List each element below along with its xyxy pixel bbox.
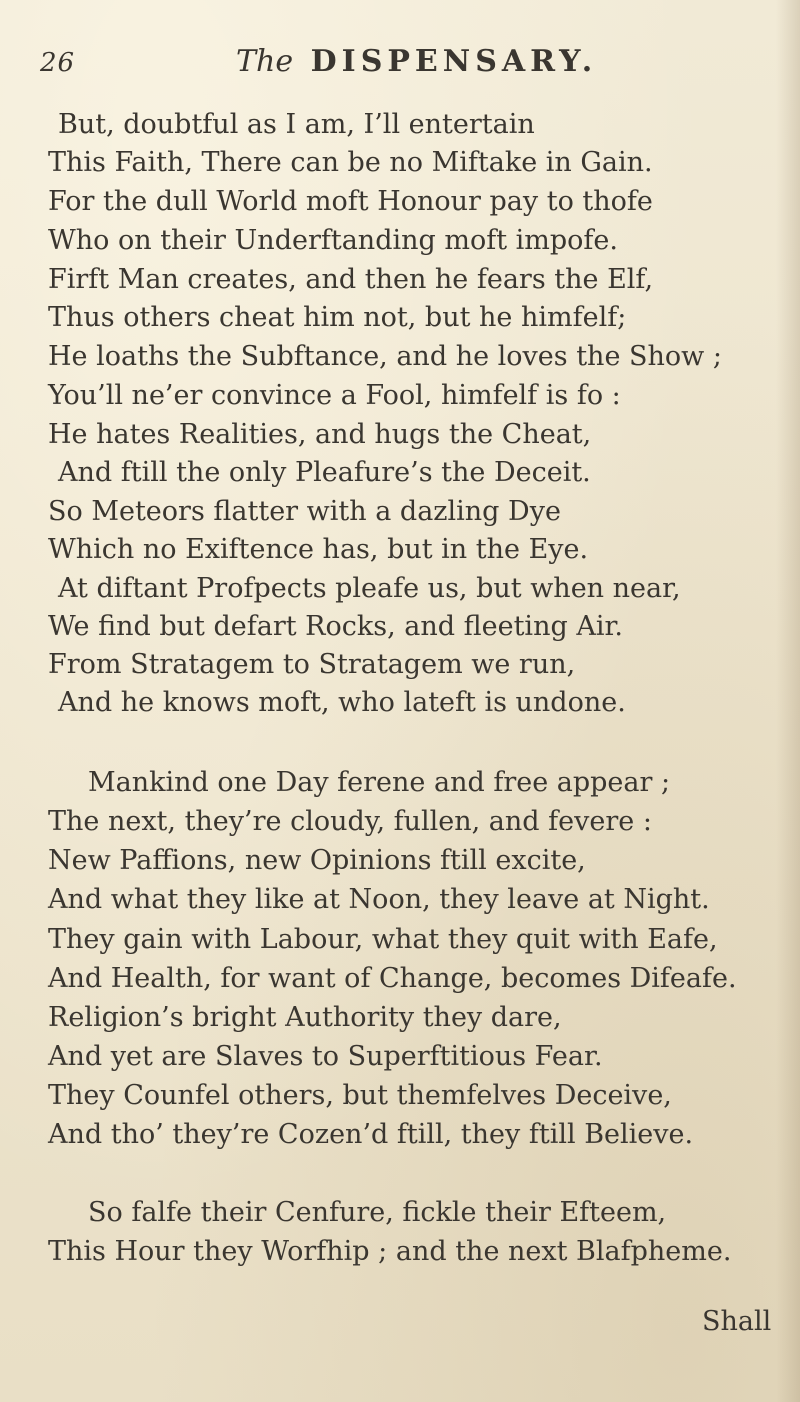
verse-line: For the dull World moft Honour pay to thofe: [48, 186, 653, 217]
catchword: Shall: [702, 1306, 772, 1337]
page-edge-shadow: [776, 0, 800, 1402]
verse-line: And what they like at Noon, they leave at Night.: [48, 884, 710, 915]
verse-line: He loaths the Subftance, and he loves the Show ;: [48, 341, 722, 372]
running-head-article: The: [236, 44, 294, 79]
verse-line: They gain with Labour, what they quit with Eafe,: [48, 924, 718, 955]
verse-line: This Faith, There can be no Miftake in Gain.: [48, 147, 653, 178]
verse-line: The next, they’re cloudy, fullen, and fevere :: [48, 806, 652, 837]
verse-line: He hates Realities, and hugs the Cheat,: [48, 419, 592, 450]
verse-line: They Counfel others, but themfelves Deceive,: [48, 1080, 672, 1111]
verse-line: And yet are Slaves to Superftitious Fear.: [48, 1041, 603, 1072]
verse-line: And tho’ they’re Cozen’d ftill, they ftill Believe.: [48, 1119, 694, 1150]
verse-line: And he knows moft, who lateft is undone.: [58, 687, 626, 718]
verse-line: New Paffions, new Opinions ftill excite,: [48, 845, 586, 876]
running-head-title: DISPENSARY.: [310, 44, 598, 79]
verse-line: And ftill the only Pleafure’s the Deceit.: [58, 457, 591, 488]
verse-line: Firft Man creates, and then he fears the Elf,: [48, 264, 654, 295]
verse-line: We find but defart Rocks, and fleeting Air.: [48, 611, 623, 642]
running-head: [236, 44, 597, 79]
verse-line: Thus others cheat him not, but he himfelf;: [48, 302, 627, 333]
verse-line: Who on their Underftanding moft impofe.: [48, 225, 618, 256]
verse-line: And Health, for want of Change, becomes Difeafe.: [48, 963, 737, 994]
verse-line: At diftant Profpects pleafe us, but when near,: [58, 573, 681, 604]
verse-line: But, doubtful as I am, I’ll entertain: [58, 109, 535, 140]
page-header: [40, 44, 760, 88]
verse-line: Mankind one Day ferene and free appear ;: [88, 767, 671, 798]
verse-line: You’ll ne’er convince a Fool, himfelf is fo :: [48, 380, 621, 411]
verse-line: Which no Exiftence has, but in the Eye.: [48, 534, 589, 565]
verse-line: So Meteors flatter with a dazling Dye: [48, 496, 561, 527]
page-number: 26: [40, 48, 76, 78]
verse-line: Religion’s bright Authority they dare,: [48, 1002, 562, 1033]
verse-line: This Hour they Worfhip ; and the next Blafpheme.: [48, 1236, 732, 1267]
verse-line: From Stratagem to Stratagem we run,: [48, 649, 576, 680]
verse-line: So falfe their Cenfure, fickle their Efteem,: [88, 1197, 667, 1228]
